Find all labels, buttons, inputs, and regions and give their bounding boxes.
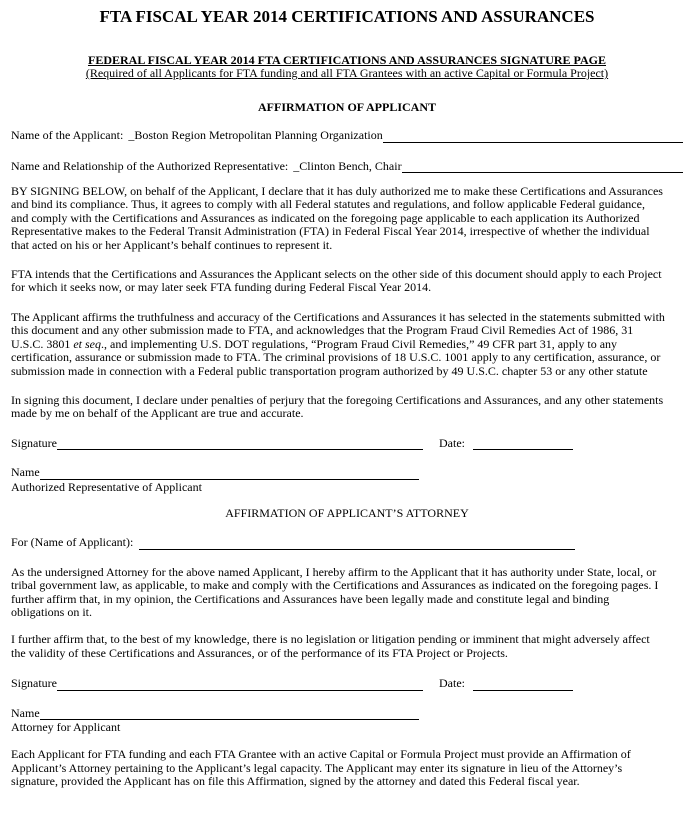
applicant-name-field-row <box>11 466 683 479</box>
applicant-signature-row <box>11 437 683 450</box>
applicant-signature-label: Signature <box>11 435 57 450</box>
applicant-name-value: _Boston Region Metropolitan Planning Organization <box>128 128 383 143</box>
paragraph-further-affirm: I further affirm that, to the best of my knowledge, there is no legislation or litigation pending or imminent that might adversely affect the validity of these Certifications and Assurances, or of the performance of its FTA Project or Projects. <box>11 632 650 660</box>
applicant-name-row <box>11 129 683 142</box>
applicant-signature-line[interactable] <box>57 437 423 450</box>
representative-row <box>11 160 683 173</box>
attorney-name-caption: Attorney for Applicant <box>11 720 121 734</box>
paragraph-program-fraud-post: ., and implementing U.S. DOT regulations, “Program Fraud Civil Remedies,” 49 CFR part 31, apply to any certification, assurance or submission made to FTA. The criminal provisions of 18 U.S.C. 1001 apply to any certification, assurance, or submission made in connection with a Federal public transportation program authorized by 49 U.S.C. chapter 53 or any other statute <box>11 336 661 378</box>
attorney-signature-row <box>11 677 683 690</box>
attorney-name-field-label: Name <box>11 705 40 720</box>
signature-page-heading-block <box>11 54 683 81</box>
representative-label: Name and Relationship of the Authorized Representative: <box>11 158 289 173</box>
attorney-for-label: For (Name of Applicant): <box>11 535 134 550</box>
paragraph-program-fraud-et-seq: et seq <box>73 336 101 351</box>
signature-page-subheading <box>11 67 683 80</box>
applicant-date-label: Date: <box>439 435 465 450</box>
document-title: FTA FISCAL YEAR 2014 CERTIFICATIONS AND ASSURANCES <box>99 7 595 26</box>
signature-page-heading-text: FEDERAL FISCAL YEAR 2014 FTA CERTIFICATIONS AND ASSURANCES SIGNATURE PAGE <box>87 53 606 67</box>
paragraph-fta-intends: FTA intends that the Certifications and Assurances the Applicant selects on the other side of this document should apply to each Project for which it seeks now, or may later seek FTA funding during Federal Fiscal Year 2014. <box>11 267 662 295</box>
paragraph-by-signing: BY SIGNING BELOW, on behalf of the Applicant, I declare that it has duly authorized me to make these Certifications and Assurances and bind its compliance. Thus, it agrees to comply with all Federal statutes and regulations, and follow applicable Federal guidance, and comply with the Certifications and Assurances as indicated on the foregoing page applicable to each application its Authorized Representative makes to the Federal Transit Administration (FTA) in Federal Fiscal Year 2014, irrespective of whether the individual that acted on his or her Applicant’s behalf continues to represent it. <box>11 184 663 252</box>
attorney-signature-label: Signature <box>11 676 57 691</box>
applicant-name-label: Name of the Applicant: <box>11 128 124 143</box>
applicant-name-field-label: Name <box>11 465 40 480</box>
paragraph-program-fraud-pre: The Applicant affirms the truthfulness and accuracy of the Certifications and Assurances it has selected in the statements submitted with this document and any other submission made to FTA, and acknowledges that the Program Fraud Civil Remedies Act of 1986, 31 U.S.C. 3801 <box>11 309 665 351</box>
attorney-for-row <box>11 536 683 549</box>
attorney-name-field-row <box>11 707 683 720</box>
applicant-name-field-line[interactable] <box>40 466 419 479</box>
paragraph-program-fraud <box>11 311 665 378</box>
affirmation-of-attorney-heading: AFFIRMATION OF APPLICANT’S ATTORNEY <box>225 505 469 520</box>
representative-blank-line[interactable] <box>402 160 683 173</box>
representative-value: _Clinton Bench, Chair <box>293 158 402 173</box>
applicant-name-blank-line[interactable] <box>383 129 683 142</box>
attorney-signature-line[interactable] <box>57 677 423 690</box>
attorney-for-blank-line[interactable] <box>139 536 575 549</box>
paragraph-undersigned-attorney: As the undersigned Attorney for the above named Applicant, I hereby affirm to the Applicant that it has authority under State, local, or tribal government law, as applicable, to make and comply with the Certifications and Assurances as indicated on the foregoing pages. I further affirm that, in my opinion, the Certifications and Assurances have been legally made and constitute legal and binding obligations on it. <box>11 564 659 619</box>
paragraph-perjury: In signing this document, I declare under penalties of perjury that the foregoing Certifications and Assurances, and any other statements made by me on behalf of the Applicant are true and accurate. <box>11 392 664 421</box>
signature-page-heading <box>11 54 683 67</box>
signature-page-subheading-text: (Required of all Applicants for FTA funding and all FTA Grantees with an active Capital or Formula Project) <box>85 66 609 81</box>
affirmation-of-applicant-heading: AFFIRMATION OF APPLICANT <box>258 99 436 114</box>
attorney-date-label: Date: <box>439 676 465 691</box>
applicant-date-line[interactable] <box>473 437 573 450</box>
applicant-name-caption: Authorized Representative of Applicant <box>11 479 202 494</box>
attorney-name-field-line[interactable] <box>40 707 419 720</box>
paragraph-attorney-requirement: Each Applicant for FTA funding and each FTA Grantee with an active Capital or Formula Project must provide an Affirmation of Applicant’s Attorney pertaining to the Applicant’s legal capacity. The Applicant may enter its signature in lieu of the Attorney’s signature, provided the Applicant has on file this Affirmation, signed by the attorney and dated this Federal fiscal year. <box>11 747 631 789</box>
attorney-date-line[interactable] <box>473 677 573 690</box>
